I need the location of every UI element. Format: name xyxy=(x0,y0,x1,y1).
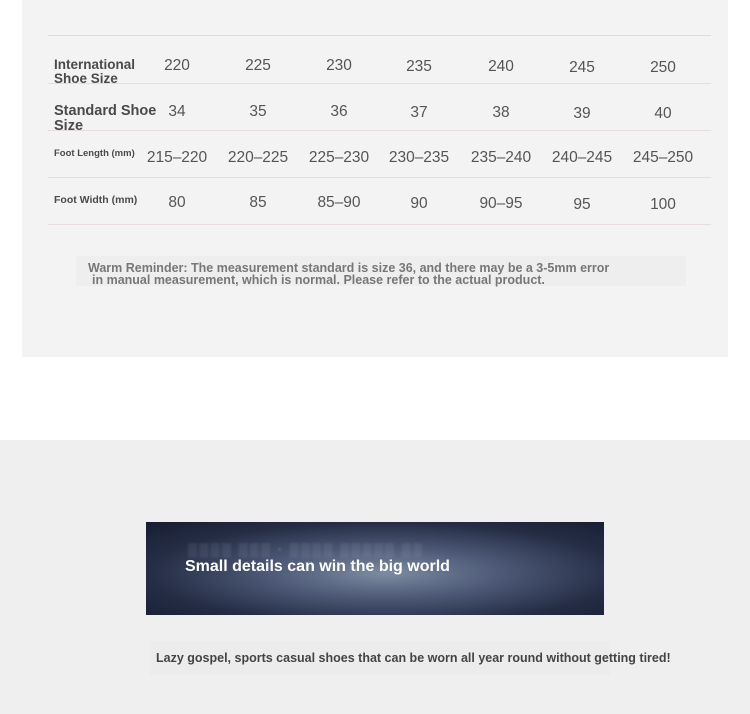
table-row-foot-width xyxy=(48,178,711,225)
table-cell: 245 xyxy=(569,59,595,76)
table-cell: 235 xyxy=(406,58,432,75)
table-cell: 240 xyxy=(488,58,514,75)
table-cell: 85 xyxy=(249,194,267,211)
promo-banner xyxy=(146,522,604,615)
table-cell: 40 xyxy=(654,105,672,122)
table-cell: 225–230 xyxy=(308,149,370,166)
table-cell: 38 xyxy=(492,104,510,121)
table-cell: 95 xyxy=(573,196,591,213)
row-label: Standard Shoe Size xyxy=(54,103,157,135)
promo-tagline-box xyxy=(150,641,671,675)
table-cell: 230–235 xyxy=(388,149,450,166)
table-top-divider xyxy=(48,35,711,36)
table-cell: 220–225 xyxy=(227,149,289,166)
table-cell: 240–245 xyxy=(551,149,613,166)
table-cell: 245–250 xyxy=(632,149,694,166)
row-label: Foot Width (mm) xyxy=(54,194,138,206)
table-cell: 220 xyxy=(164,57,190,74)
table-cell: 90–95 xyxy=(479,195,523,212)
banner-title: Small details can win the big world xyxy=(185,558,450,575)
reminder-line-1: Warm Reminder: The measurement standard is size 36, and there may be a 3-5mm error xyxy=(88,261,610,275)
table-cell: 85–90 xyxy=(317,194,361,211)
table-cell: 39 xyxy=(573,105,591,122)
banner-blurred-texture: ▒▒▒▒ ▒▒▒ · ▒▒▒▒ ▒▒▒▒▒ ▒▒ xyxy=(188,542,425,557)
table-cell: 90 xyxy=(410,195,428,212)
reminder-line-2: in manual measurement, which is normal. Please refer to the actual product. xyxy=(92,273,545,287)
table-row-international-size xyxy=(48,37,711,87)
table-cell: 35 xyxy=(249,103,267,120)
table-cell: 225 xyxy=(245,57,271,74)
table-cell: 36 xyxy=(330,103,348,120)
table-row-foot-length xyxy=(48,131,711,178)
promo-tagline: Lazy gospel, sports casual shoes that can be worn all year round without getting tired! xyxy=(156,651,671,665)
promo-section xyxy=(0,440,750,714)
table-cell: 215–220 xyxy=(146,149,208,166)
table-cell: 235–240 xyxy=(470,149,532,166)
table-cell: 250 xyxy=(650,59,676,76)
table-cell: 230 xyxy=(326,57,352,74)
table-cell: 34 xyxy=(168,103,186,120)
warm-reminder-note xyxy=(76,256,686,286)
table-cell: 100 xyxy=(650,196,676,213)
row-label: International Shoe Size xyxy=(54,57,136,87)
table-cell: 80 xyxy=(168,194,186,211)
row-label: Foot Length (mm) xyxy=(54,148,135,159)
table-row-standard-size xyxy=(48,84,711,135)
table-cell: 37 xyxy=(410,104,428,121)
